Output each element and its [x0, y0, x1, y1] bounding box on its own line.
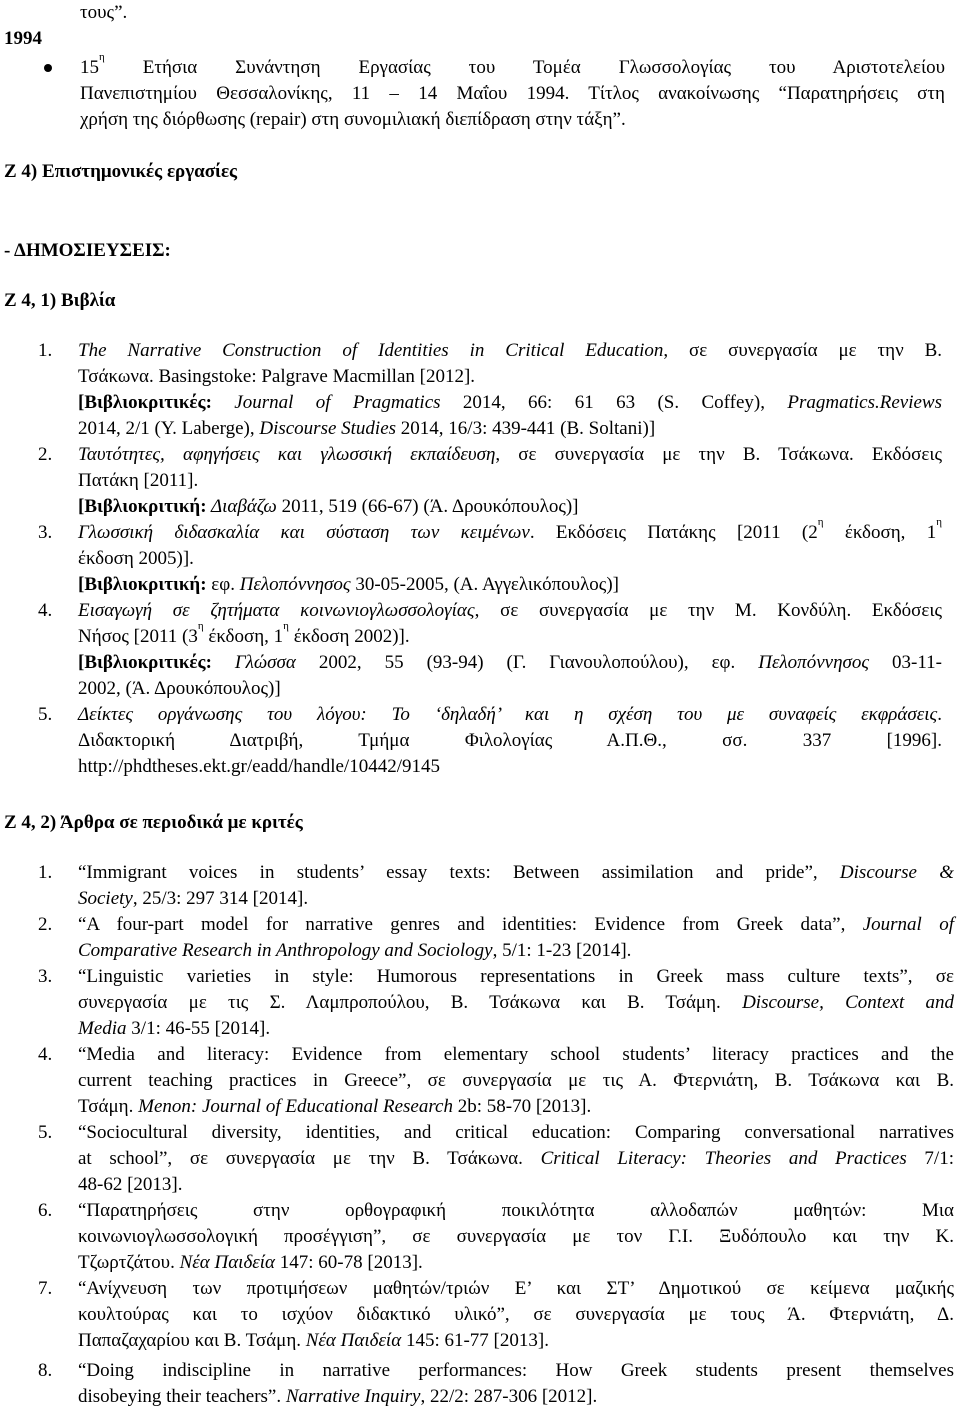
article-number: 7.: [38, 1278, 53, 1299]
book-3-line-3: [Βιβλιοκριτική: εφ. Πελοπόννησος 30-05-2005, (Α. Αγγελικόπουλος)]: [78, 574, 619, 595]
article-7-line-3: Παπαζαχαρίου και Β. Τσάμη. Νέα Παιδεία 145: 61-77 [2013].: [78, 1330, 549, 1351]
article-8-line-2: disobeying their teachers”. Narrative Inquiry, 22/2: 287-306 [2012].: [78, 1386, 598, 1407]
section-heading-books: Ζ 4, 1) Βιβλία: [4, 290, 116, 311]
article-1-line-1: “Immigrant voices in students’ essay texts: Between assimilation and pride”, Discourse &: [78, 862, 954, 883]
book-4-line-2: Νήσος [2011 ($3^\eta$ έκδοση, $1^\eta$ έκδοση 2002)].: [78, 619, 410, 647]
article-number: 1.: [38, 862, 53, 883]
book-5-url-link[interactable]: http://phdtheses.ekt.gr/eadd/handle/10442/9145: [78, 756, 440, 777]
book-1-line-4: 2014, 2/1 (Y. Laberge), Discourse Studies 2014, 16/3: 439-441 (B. Soltani)]: [78, 418, 656, 439]
book-number: 1.: [38, 340, 53, 361]
article-6-line-2: κοινωνιογλωσσολογική προσέγγιση”, σε συνεργασία με τον Γ.Ι. Ξυδόπουλο και την Κ.: [78, 1226, 954, 1247]
book-4-line-1: Εισαγωγή σε ζητήματα κοινωνιογλωσσολογίας, σε συνεργασία με την Μ. Κονδύλη. Εκδόσεις: [78, 600, 943, 621]
book-2-line-2: Πατάκη [2011].: [78, 470, 199, 491]
article-5-line-1: “Sociocultural diversity, identities, and critical education: Comparing conversational narratives: [78, 1122, 954, 1143]
section-heading-z4: Ζ 4) Επιστημονικές εργασίες: [4, 161, 238, 182]
book-number: 3.: [38, 522, 53, 543]
article-4-line-2: current teaching practices in Greece”, σε συνεργασία με τις Α. Φτερνιάτη, Β. Τσάκωνα και Β.: [78, 1070, 954, 1091]
article-6-line-1: “Παρατηρήσεις στην ορθογραφική ποικιλότητα αλλοδαπών μαθητών: Μια: [78, 1200, 954, 1221]
book-2-line-1: Ταυτότητες, αφηγήσεις και γλωσσική εκπαίδευση, σε συνεργασία με την Β. Τσάκωνα. Εκδόσεις: [78, 444, 942, 465]
continued-fragment: τους”.: [80, 2, 128, 23]
article-8-line-1: “Doing indiscipline in narrative performances: How Greek students present themselves: [78, 1360, 954, 1381]
bullet-icon: [44, 64, 52, 72]
section-heading-articles: Ζ 4, 2) Άρθρα σε περιοδικά με κριτές: [4, 812, 303, 833]
conference-line-3: χρήση της διόρθωσης (repair) στη συνομιλιακή διεπίδραση στην τάξη”.: [80, 109, 626, 130]
article-4-line-1: “Media and literacy: Evidence from elementary school students’ literacy practices and the: [78, 1044, 954, 1065]
article-number: 8.: [38, 1360, 53, 1381]
book-2-line-3: [Βιβλιοκριτική: Διαβάζω 2011, 519 (66-67) (Ά. Δρουκόπουλος)]: [78, 496, 579, 517]
book-1-line-2: Τσάκωνα. Basingstoke: Palgrave Macmillan [2012].: [78, 366, 476, 387]
article-5-line-3: 48-62 [2013].: [78, 1174, 183, 1195]
section-heading-publications: - ΔΗΜΟΣΙΕΥΣΕΙΣ:: [4, 240, 171, 261]
article-2-line-2: Comparative Research in Anthropology and Sociology, 5/1: 1-23 [2014].: [78, 940, 632, 961]
article-number: 4.: [38, 1044, 53, 1065]
book-5-line-2: Διδακτορική Διατριβή, Τμήμα Φιλολογίας Α.Π.Θ., σσ. 337 [1996].: [78, 730, 942, 751]
book-4-line-4: 2002, (Ά. Δρουκόπουλος)]: [78, 678, 281, 699]
article-7-line-1: “Ανίχνευση των προτιμήσεων μαθητών/τριών Ε’ και ΣΤ’ Δημοτικού σε κείμενα μαζικής: [78, 1278, 954, 1299]
conference-line-1: $15^\eta$ Ετήσια Συνάντηση Εργασίας του Τομέα Γλωσσολογίας του Αριστοτελείου: [80, 50, 945, 78]
book-number: 2.: [38, 444, 53, 465]
book-3-line-1: Γλωσσική διδασκαλία και σύσταση των κειμένων. Εκδόσεις Πατάκης [2011 ($2^\eta$ έκδοση, $1^\eta$: [78, 515, 942, 543]
article-3-line-3: Media 3/1: 46-55 [2014].: [78, 1018, 271, 1039]
book-4-line-3: [Βιβλιοκριτικές: Γλώσσα 2002, 55 (93-94) (Γ. Γιανουλοπούλου), εφ. Πελοπόννησος 03-11-: [78, 652, 943, 673]
article-7-line-2: κουλτούρας και το ισχύον διδακτικό υλικό”, σε συνεργασία με τους Ά. Φτερνιάτη, Δ.: [78, 1304, 954, 1325]
conference-line-2: Πανεπιστημίου Θεσσαλονίκης, 11 – 14 Μαΐου 1994. Τίτλος ανακοίνωσης “Παρατηρήσεις στη: [80, 83, 945, 104]
article-3-line-2: συνεργασία με τις Σ. Λαμπροπούλου, Β. Τσάκωνα και Β. Τσάμη. Discourse, Context and: [78, 992, 954, 1013]
article-2-line-1: “A four-part model for narrative genres and identities: Evidence from Greek data”, Journal of: [78, 914, 954, 935]
article-3-line-1: “Linguistic varieties in style: Humorous representations in Greek mass culture texts”, σε: [78, 966, 954, 987]
book-3-line-2: έκδοση 2005)].: [78, 548, 194, 569]
article-4-line-3: Τσάμη. Menon: Journal of Educational Research 2b: 58-70 [2013].: [78, 1096, 592, 1117]
book-number: 4.: [38, 600, 53, 621]
book-5-line-1: Δείκτες οργάνωσης του λόγου: Το ‘δηλαδή’ και η σχέση του με συναφείς εκφράσεις.: [78, 704, 942, 725]
article-5-line-2: at school”, σε συνεργασία με την Β. Τσάκωνα. Critical Literacy: Theories and Practices 7/1:: [78, 1148, 954, 1169]
article-number: 3.: [38, 966, 53, 987]
article-number: 5.: [38, 1122, 53, 1143]
article-1-line-2: Society, 25/3: 297 314 [2014].: [78, 888, 309, 909]
article-number: 6.: [38, 1200, 53, 1221]
book-1-line-1: The Narrative Construction of Identities in Critical Education, σε συνεργασία με την Β.: [78, 340, 942, 361]
book-number: 5.: [38, 704, 53, 725]
article-6-line-3: Τζωρτζάτου. Νέα Παιδεία 147: 60-78 [2013].: [78, 1252, 423, 1273]
year-label: 1994: [4, 28, 42, 49]
article-number: 2.: [38, 914, 53, 935]
book-1-line-3: [Βιβλιοκριτικές: Journal of Pragmatics 2014, 66: 61 63 (S. Coffey), Pragmatics.Reviews: [78, 392, 942, 413]
